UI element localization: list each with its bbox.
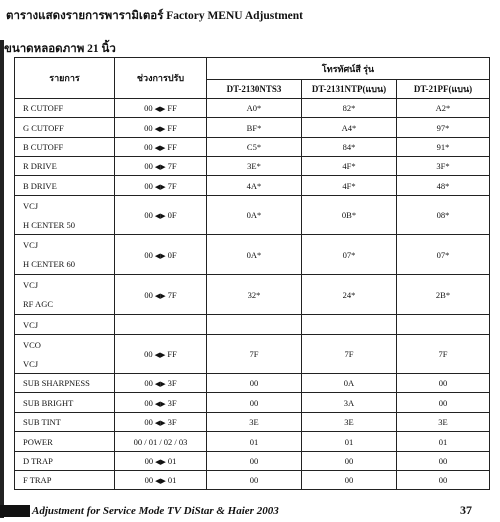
header-item: รายการ [15, 58, 115, 99]
model-1-value: 00 [207, 471, 302, 490]
range-text: 00 / 01 / 02 / 03 [133, 436, 188, 447]
range-max: FF [167, 349, 177, 359]
range-max: 3F [167, 417, 177, 427]
table-row [15, 176, 490, 196]
model-3-value: 00 [397, 393, 490, 413]
model-1-value: 3E* [207, 157, 302, 176]
parameter-name-line: SUB BRIGHT [23, 397, 74, 408]
model-1-value: 0A* [207, 196, 302, 235]
range-max: 01 [167, 475, 177, 485]
parameter-name-line: D TRAP [23, 456, 53, 466]
parameter-name-line: G CUTOFF [23, 122, 64, 133]
parameter-name [15, 275, 115, 315]
parameter-name [15, 432, 115, 452]
model-3-value [397, 315, 490, 335]
adjust-range [115, 196, 207, 235]
model-2-value: 07* [302, 235, 397, 275]
model-3-value: 2B* [397, 275, 490, 315]
model-2-value: 24* [302, 275, 397, 315]
model-1-value: 0A* [207, 235, 302, 275]
left-right-arrows-icon: ◀▶ [154, 163, 166, 171]
parameter-name-line: VCJ [23, 319, 39, 330]
parameter-name [15, 413, 115, 432]
header-model-2: DT-2131NTP(แบน) [302, 80, 397, 99]
footer-edge-shadow [0, 505, 30, 517]
model-3-value: 08* [397, 196, 490, 235]
adjust-range [115, 157, 207, 176]
adjust-range [115, 374, 207, 393]
adjust-range [115, 432, 207, 452]
parameter-name-line: VCJ [23, 358, 39, 369]
model-2-value: A4* [302, 118, 397, 138]
parameter-name [15, 393, 115, 413]
range-min: 00 [144, 456, 154, 466]
parameter-name-line: H CENTER 50 [23, 219, 75, 230]
parameter-name [15, 176, 115, 196]
parameter-name [15, 452, 115, 471]
tube-size-subheading: ขนาดหลอดภาพ 21 นิ้ว [4, 43, 116, 55]
model-1-value: A0* [207, 99, 302, 118]
model-1-value: BF* [207, 118, 302, 138]
model-2-value: 84* [302, 138, 397, 157]
model-2-value: 7F [302, 335, 397, 374]
range-min: 00 [144, 210, 153, 220]
left-right-arrows-icon: ◀▶ [154, 124, 166, 133]
model-1-value: 00 [207, 374, 302, 393]
page-number: 37 [460, 503, 472, 517]
model-2-value: 4F* [302, 157, 397, 176]
model-1-value: 01 [207, 432, 302, 452]
model-3-value: 3E [397, 413, 490, 432]
range-max: 0F [167, 249, 177, 260]
range-min: 00 [144, 122, 153, 133]
table-row [15, 374, 490, 393]
model-2-value: 00 [302, 452, 397, 471]
table-row [15, 196, 490, 235]
adjust-range [115, 413, 207, 432]
parameter-name-line: VCO [23, 339, 41, 350]
parameter-name [15, 235, 115, 275]
model-2-value [302, 315, 397, 335]
table-row [15, 471, 490, 490]
model-1-value: 7F [207, 335, 302, 374]
parameter-name-line: VCJ [23, 200, 39, 211]
range-min: 00 [144, 378, 153, 388]
adjust-range [115, 138, 207, 157]
model-3-value: 00 [397, 374, 490, 393]
left-right-arrows-icon: ◀▶ [155, 477, 166, 485]
table-row [15, 235, 490, 275]
model-3-value: 7F [397, 335, 490, 374]
parameter-name-line: VCJ [23, 280, 39, 290]
table-row [15, 157, 490, 176]
model-3-value: 07* [397, 235, 490, 275]
range-min: 00 [144, 349, 153, 359]
adjust-range [115, 118, 207, 138]
table-row [15, 138, 490, 157]
model-1-value: 32* [207, 275, 302, 315]
parameter-name [15, 157, 115, 176]
parameter-name [15, 315, 115, 335]
range-max: 7F [167, 180, 177, 191]
left-right-arrows-icon: ◀▶ [155, 458, 166, 466]
range-min: 00 [144, 142, 153, 152]
parameter-name [15, 99, 115, 118]
left-right-arrows-icon: ◀▶ [154, 291, 166, 300]
model-1-value: 00 [207, 452, 302, 471]
parameter-name-line: POWER [23, 436, 53, 447]
parameter-name-line: B DRIVE [23, 180, 57, 191]
parameter-name-line: VCJ [23, 240, 39, 250]
left-right-arrows-icon: ◀▶ [154, 251, 166, 260]
model-3-value: 48* [397, 176, 490, 196]
table-row [15, 432, 490, 452]
parameter-name-line: R DRIVE [23, 161, 57, 171]
parameter-name-line: R CUTOFF [23, 103, 64, 113]
parameter-name-line: F TRAP [23, 475, 52, 485]
model-2-value: 3E [302, 413, 397, 432]
header-range: ช่วงการปรับ [115, 58, 207, 99]
adjust-range [115, 452, 207, 471]
range-max: 7F [167, 289, 177, 300]
parameter-name-line: RF AGC [23, 299, 53, 309]
range-max: 01 [167, 456, 177, 466]
left-right-arrows-icon: ◀▶ [154, 399, 166, 408]
parameter-name [15, 118, 115, 138]
model-2-value: 4F* [302, 176, 397, 196]
range-max: 3F [167, 397, 177, 408]
table-row [15, 393, 490, 413]
adjust-range [115, 471, 207, 490]
left-right-arrows-icon: ◀▶ [154, 105, 166, 113]
table-row [15, 315, 490, 335]
parameter-name [15, 374, 115, 393]
parameter-name [15, 471, 115, 490]
range-max: FF [167, 103, 177, 113]
model-3-value: 91* [397, 138, 490, 157]
model-2-value: 3A [302, 393, 397, 413]
footer-text: Adjustment for Service Mode TV DiStar & Haier 2003 [32, 505, 279, 517]
parameter-name [15, 138, 115, 157]
factory-menu-table [14, 57, 490, 490]
model-2-value: 01 [302, 432, 397, 452]
table-row [15, 118, 490, 138]
model-3-value: 97* [397, 118, 490, 138]
model-1-value: C5* [207, 138, 302, 157]
range-min: 00 [144, 475, 154, 485]
range-max: 0F [167, 210, 177, 220]
model-3-value: A2* [397, 99, 490, 118]
left-right-arrows-icon: ◀▶ [154, 144, 166, 152]
model-2-value: 82* [302, 99, 397, 118]
parameter-name [15, 335, 115, 374]
page-edge-shadow [0, 40, 4, 518]
model-3-value: 00 [397, 471, 490, 490]
range-min: 00 [144, 289, 153, 300]
model-2-value: 0A [302, 374, 397, 393]
table-row [15, 99, 490, 118]
table-row [15, 452, 490, 471]
range-min: 00 [144, 397, 153, 408]
header-model-1: DT-2130NTS3 [207, 80, 302, 99]
parameter-name-line: B CUTOFF [23, 142, 64, 152]
model-1-value: 3E [207, 413, 302, 432]
adjust-range [115, 176, 207, 196]
range-max: 3F [167, 378, 177, 388]
adjust-range [115, 235, 207, 275]
range-min: 00 [144, 103, 153, 113]
left-right-arrows-icon: ◀▶ [154, 351, 166, 359]
parameter-name-line: H CENTER 60 [23, 259, 75, 269]
parameter-name-line: SUB SHARPNESS [23, 378, 90, 388]
header-model-3: DT-21PF(แบน) [397, 80, 490, 99]
left-right-arrows-icon: ◀▶ [154, 182, 166, 191]
table-row [15, 413, 490, 432]
range-max: FF [167, 142, 177, 152]
table-row [15, 335, 490, 374]
model-1-value: 00 [207, 393, 302, 413]
range-max: FF [167, 122, 177, 133]
left-right-arrows-icon: ◀▶ [154, 419, 166, 427]
range-min: 00 [144, 161, 153, 171]
model-3-value: 01 [397, 432, 490, 452]
model-3-value: 3F* [397, 157, 490, 176]
model-3-value: 00 [397, 452, 490, 471]
model-2-value: 00 [302, 471, 397, 490]
header-models-group: โทรทัศน์สี รุ่น [207, 58, 490, 80]
adjust-range [115, 99, 207, 118]
model-1-value: 4A* [207, 176, 302, 196]
adjust-range [115, 335, 207, 374]
range-min: 00 [144, 249, 153, 260]
range-min: 00 [144, 417, 153, 427]
left-right-arrows-icon: ◀▶ [154, 212, 166, 220]
model-1-value [207, 315, 302, 335]
adjust-range [115, 393, 207, 413]
parameter-name-line: SUB TINT [23, 417, 61, 427]
range-max: 7F [167, 161, 177, 171]
table-row [15, 275, 490, 315]
page-heading: ตารางแสดงรายการพารามิเตอร์ Factory MENU Adjustment [6, 10, 303, 22]
adjust-range [115, 315, 207, 335]
model-2-value: 0B* [302, 196, 397, 235]
left-right-arrows-icon: ◀▶ [154, 380, 166, 388]
parameter-name [15, 196, 115, 235]
table-body [15, 99, 490, 490]
adjust-range [115, 275, 207, 315]
range-min: 00 [144, 180, 153, 191]
